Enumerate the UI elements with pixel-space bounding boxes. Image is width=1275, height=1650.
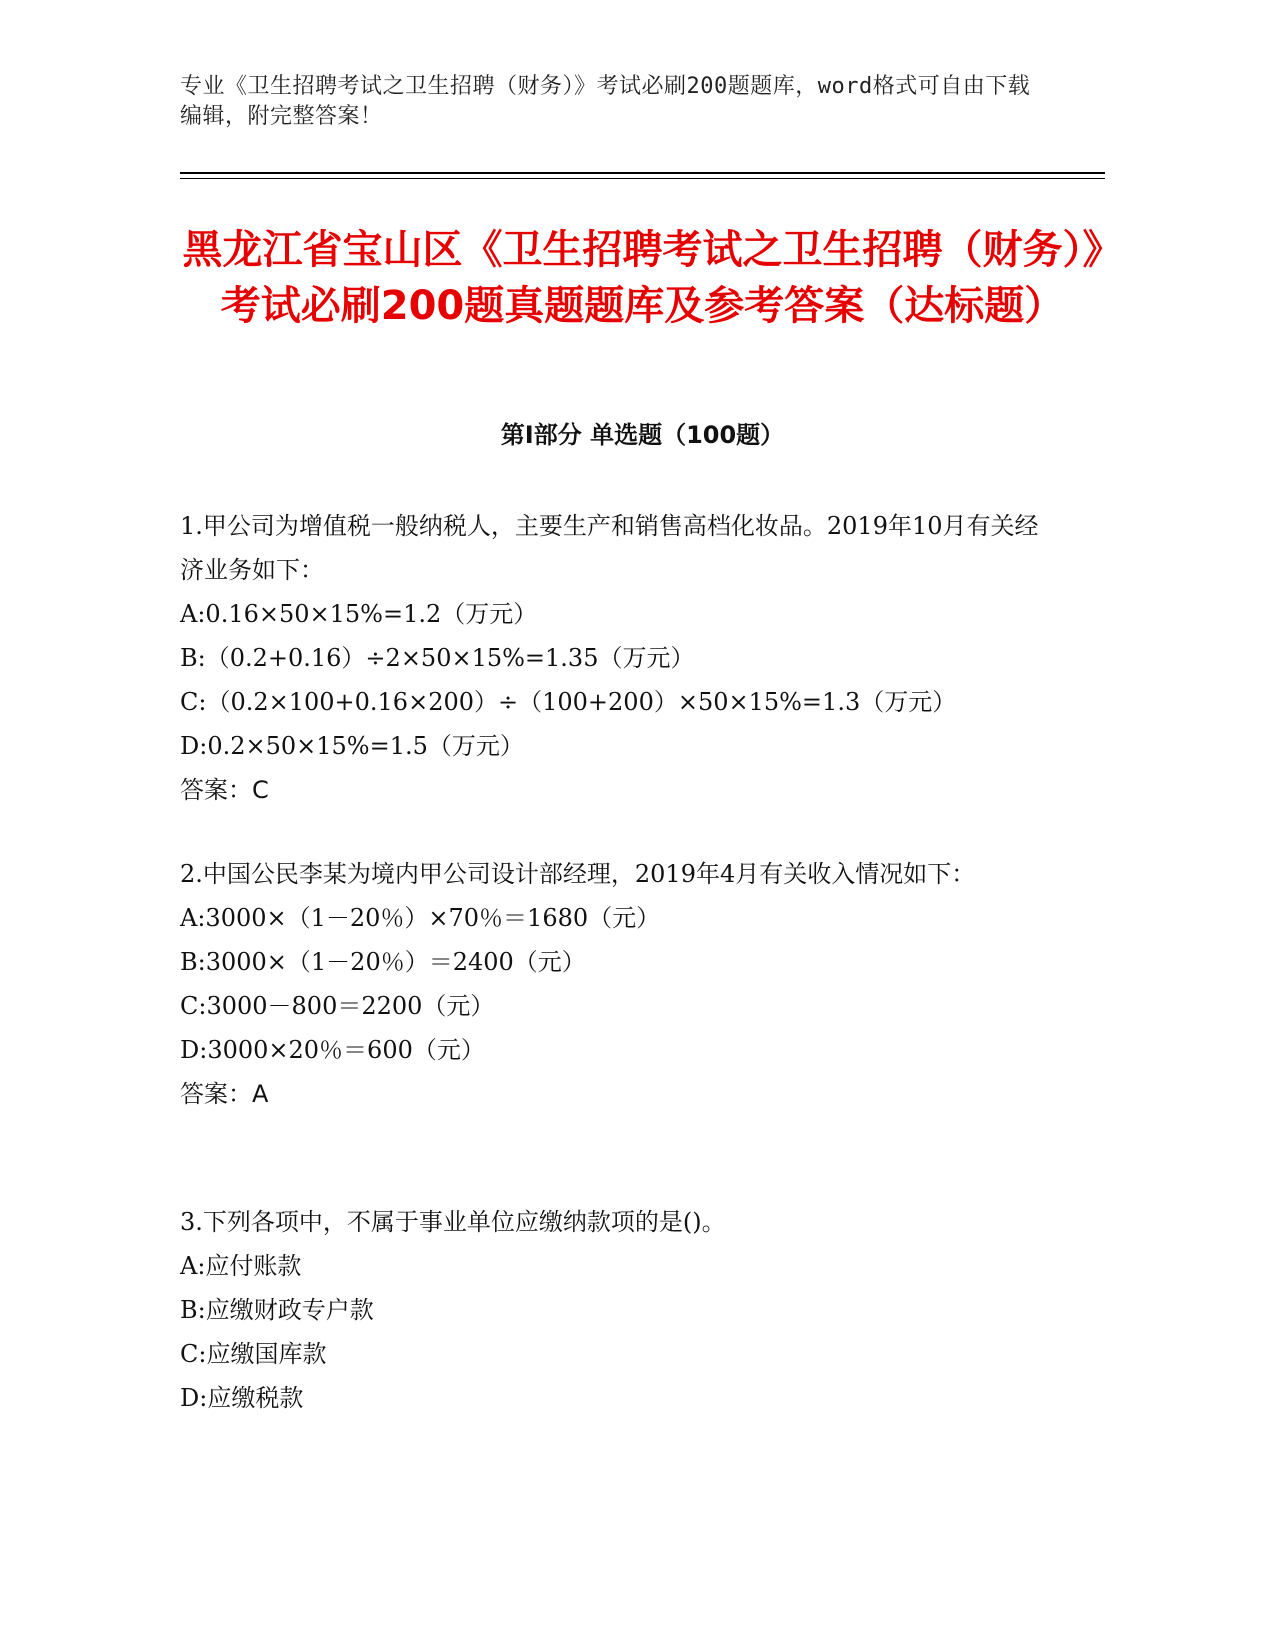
option-b: B:（0.2+0.16）÷2×50×15%=1.35（万元） [180,644,695,672]
option-d: D:应缴税款 [180,1384,304,1412]
section-heading: 第Ⅰ部分 单选题（100题） [500,421,785,449]
question-2 [180,852,1040,1116]
option-a: A:应付账款 [180,1252,302,1280]
question-1 [180,504,1040,812]
option-b: B:3000×（1－20％）＝2400（元） [180,948,586,976]
option-d: D:3000×20％＝600（元） [180,1036,485,1064]
option-d: D:0.2×50×15%=1.5（万元） [180,732,524,760]
option-b: B:应缴财政专户款 [180,1296,374,1324]
question-3 [180,1200,1040,1420]
question-stem: 3.下列各项中，不属于事业单位应缴纳款项的是()。 [180,1208,726,1236]
header-rule-thick [180,172,1105,174]
question-stem: 2.中国公民李某为境内甲公司设计部经理，2019年4月有关收入情况如下： [180,860,976,888]
option-c: C:（0.2×100+0.16×200）÷（100+200）×50×15%=1.3（万元） [180,688,957,716]
question-stem: 1.甲公司为增值税一般纳税人，主要生产和销售高档化妆品。2019年10月有关经济业务如下： [180,512,1039,584]
option-a: A:0.16×50×15%=1.2（万元） [180,600,538,628]
document-title: 黑龙江省宝山区《卫生招聘考试之卫生招聘（财务）》考试必刷200题真题题库及参考答案（达标题） [182,227,1103,329]
header-note: 专业《卫生招聘考试之卫生招聘（财务）》考试必刷200题题库，word格式可自由下载编辑，附完整答案！ [180,74,1031,129]
answer: 答案：A [180,1080,269,1108]
option-c: C:3000－800＝2200（元） [180,992,495,1020]
header-rule-thin [180,178,1105,179]
option-c: C:应缴国库款 [180,1340,327,1368]
answer: 答案：C [180,776,269,804]
option-a: A:3000×（1－20％）×70％＝1680（元） [180,904,661,932]
